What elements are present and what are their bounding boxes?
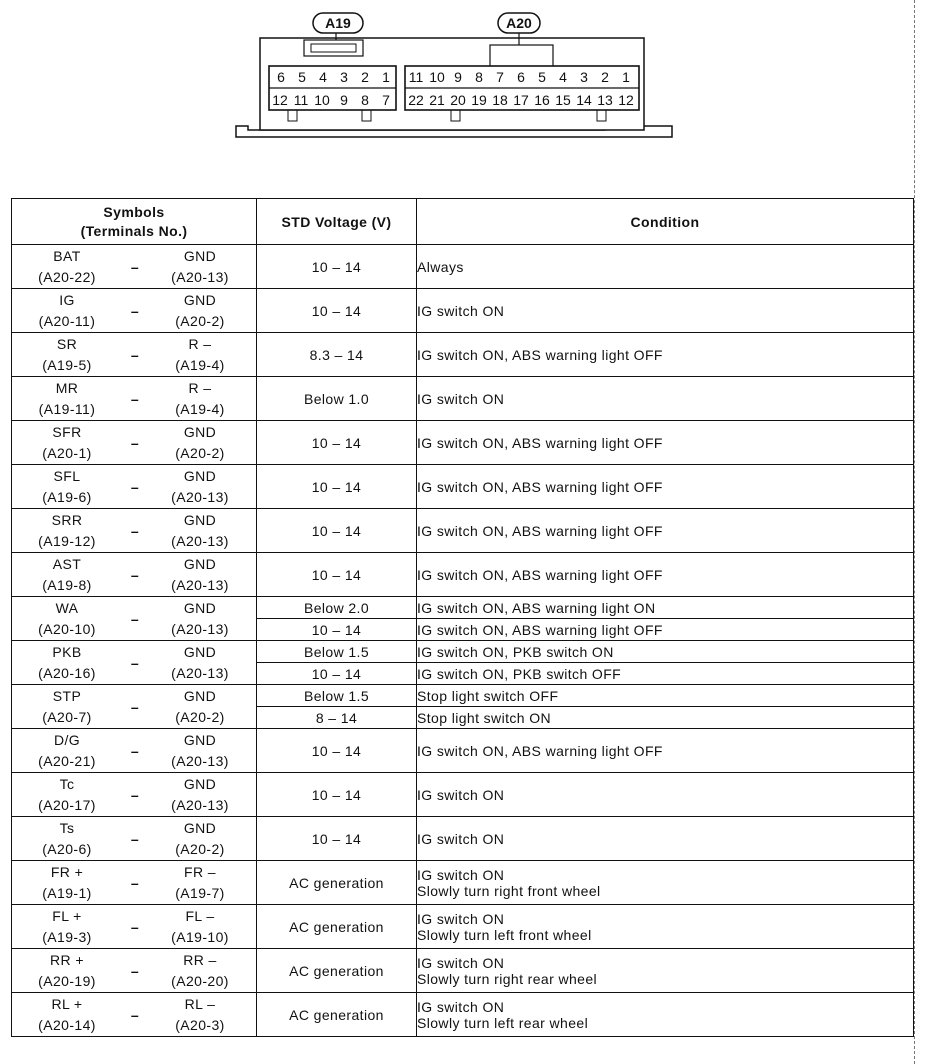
condition-text: IG switch ON, PKB switch OFF [417, 665, 622, 682]
condition-text: IG switch ON, ABS warning light OFF [417, 346, 663, 363]
terminal-number: (A20-2) [175, 840, 225, 857]
condition-cell [417, 685, 914, 707]
terminal-number: (A19-7) [175, 884, 225, 901]
condition-text: IG switch ON [417, 390, 505, 407]
a20-pin: 15 [555, 92, 571, 108]
symbol-cell [12, 773, 257, 817]
terminal-number: (A19-12) [38, 532, 96, 549]
terminal-number: (A20-13) [171, 488, 229, 505]
symbol-cell [12, 597, 257, 641]
terminal-voltage-table [11, 198, 914, 1037]
symbol-name: GND [183, 423, 217, 440]
std-voltage-cell: AC generation [257, 949, 417, 993]
symbol-cell [12, 905, 257, 949]
terminal-number: (A20-11) [38, 312, 96, 329]
symbol-name: RR + [50, 951, 84, 968]
dash-separator: – [130, 830, 140, 847]
page-edge-line [914, 0, 915, 1064]
a19-pin: 11 [293, 92, 309, 108]
condition-cell [417, 707, 914, 729]
a20-pin: 12 [618, 92, 634, 108]
symbol-cell [12, 729, 257, 773]
condition-cell [417, 245, 914, 289]
terminal-number: (A20-16) [38, 664, 96, 681]
condition-text: Stop light switch ON [417, 709, 552, 726]
a19-pin: 4 [319, 69, 327, 85]
condition-cell [417, 377, 914, 421]
std-voltage-cell: AC generation [257, 905, 417, 949]
terminal-number: (A20-13) [171, 576, 229, 593]
symbol-name: D/G [53, 731, 81, 748]
table-row [12, 465, 914, 509]
a19-pin: 8 [361, 92, 369, 108]
symbol-name: R – [188, 379, 212, 396]
condition-text: IG switch ON [417, 910, 505, 927]
dash-separator: – [130, 346, 140, 363]
table-row [12, 509, 914, 553]
symbol-name: GND [183, 599, 217, 616]
a19-pin: 7 [382, 92, 390, 108]
symbol-cell [12, 641, 257, 685]
dash-separator: – [130, 874, 140, 891]
condition-text: IG switch ON, ABS warning light OFF [417, 621, 663, 638]
symbol-name: Tc [59, 775, 75, 792]
dash-separator: – [130, 478, 140, 495]
condition-text: Slowly turn right front wheel [417, 882, 601, 899]
header-std-voltage: STD Voltage (V) [257, 199, 417, 245]
a20-label-badge [498, 13, 540, 33]
symbol-name: FL – [185, 907, 215, 924]
dash-separator: – [130, 390, 140, 407]
terminal-number: (A20-20) [171, 972, 229, 989]
header-symbols-line2: (Terminals No.) [80, 222, 188, 239]
a20-pin: 10 [429, 69, 445, 85]
symbol-name: AST [52, 555, 82, 572]
terminal-number: (A19-5) [42, 356, 92, 373]
symbol-name: WA [55, 599, 79, 616]
a20-pin: 11 [408, 69, 424, 85]
terminal-number: (A20-13) [171, 532, 229, 549]
table-row [12, 245, 914, 289]
symbol-cell [12, 289, 257, 333]
symbol-name: R – [188, 335, 212, 352]
symbol-name: GND [183, 511, 217, 528]
condition-text: IG switch ON [417, 786, 505, 803]
condition-text: IG switch ON, ABS warning light OFF [417, 434, 663, 451]
dash-separator: – [130, 1006, 140, 1023]
table-header-row [12, 199, 914, 245]
a20-latch [490, 45, 553, 67]
std-voltage-cell: 10 – 14 [257, 619, 417, 641]
terminal-number: (A20-10) [38, 620, 96, 637]
a20-pin: 2 [601, 69, 609, 85]
terminal-number: (A19-1) [42, 884, 92, 901]
symbol-name: BAT [53, 247, 81, 264]
symbol-name: SRR [51, 511, 83, 528]
a20-pin: 4 [559, 69, 567, 85]
terminal-number: (A20-21) [38, 752, 96, 769]
a19-pin: 5 [298, 69, 306, 85]
dash-separator: – [130, 258, 140, 275]
table-row [12, 685, 914, 707]
header-symbols-line1: Symbols [103, 203, 165, 220]
terminal-number: (A20-7) [42, 708, 92, 725]
table-row [12, 597, 914, 619]
std-voltage-cell: 10 – 14 [257, 553, 417, 597]
condition-cell [417, 905, 914, 949]
condition-text: IG switch ON [417, 302, 505, 319]
std-voltage-cell: Below 2.0 [257, 597, 417, 619]
a19-label-badge [313, 13, 363, 33]
condition-text: IG switch ON [417, 998, 505, 1015]
std-voltage-cell: Below 1.0 [257, 377, 417, 421]
condition-text: Always [417, 258, 464, 275]
condition-text: IG switch ON [417, 954, 505, 971]
a20-pin: 16 [534, 92, 550, 108]
symbol-name: FR – [184, 863, 216, 880]
table-row [12, 773, 914, 817]
symbol-name: FR + [50, 863, 84, 880]
std-voltage-cell: 10 – 14 [257, 729, 417, 773]
condition-cell [417, 619, 914, 641]
terminal-number: (A20-19) [38, 972, 96, 989]
terminal-number: (A20-17) [38, 796, 96, 813]
condition-text: Slowly turn right rear wheel [417, 970, 598, 987]
a20-pin: 1 [622, 69, 630, 85]
terminal-number: (A19-6) [42, 488, 92, 505]
dash-separator: – [130, 742, 140, 759]
dash-separator: – [130, 522, 140, 539]
std-voltage-cell: AC generation [257, 993, 417, 1037]
symbol-name: SFL [53, 467, 81, 484]
terminal-number: (A20-13) [171, 268, 229, 285]
a20-pin: 17 [513, 92, 529, 108]
condition-cell [417, 509, 914, 553]
terminal-number: (A20-1) [42, 444, 92, 461]
terminal-number: (A20-2) [175, 312, 225, 329]
dash-separator: – [130, 566, 140, 583]
std-voltage-cell: 8.3 – 14 [257, 333, 417, 377]
terminal-number: (A20-22) [38, 268, 96, 285]
terminal-number: (A20-13) [171, 752, 229, 769]
condition-text: IG switch ON, PKB switch ON [417, 643, 614, 660]
a20-pin: 14 [576, 92, 592, 108]
symbol-name: GND [183, 291, 217, 308]
a20-pin: 6 [517, 69, 525, 85]
condition-text: Stop light switch OFF [417, 687, 559, 704]
table-row [12, 377, 914, 421]
header-condition: Condition [417, 199, 914, 245]
dash-separator: – [130, 654, 140, 671]
dash-separator: – [130, 918, 140, 935]
table-row [12, 905, 914, 949]
a20-pin: 8 [475, 69, 483, 85]
std-voltage-cell: Below 1.5 [257, 685, 417, 707]
symbol-name: GND [183, 247, 217, 264]
symbol-name: RL + [51, 995, 83, 1012]
condition-text: Slowly turn left front wheel [417, 926, 592, 943]
std-voltage-cell: 8 – 14 [257, 707, 417, 729]
table-row [12, 641, 914, 663]
a19-label: A19 [325, 15, 351, 31]
a20-pin: 13 [597, 92, 613, 108]
a20-label: A20 [506, 15, 532, 31]
a19-pin: 9 [340, 92, 348, 108]
symbol-cell [12, 509, 257, 553]
condition-cell [417, 597, 914, 619]
symbol-cell [12, 817, 257, 861]
a20-pin: 5 [538, 69, 546, 85]
terminal-number: (A20-2) [175, 708, 225, 725]
a19-pin: 10 [314, 92, 330, 108]
std-voltage-cell: 10 – 14 [257, 245, 417, 289]
a20-pin: 20 [450, 92, 466, 108]
a19-pin: 3 [340, 69, 348, 85]
symbol-cell [12, 685, 257, 729]
symbol-name: RL – [184, 995, 216, 1012]
std-voltage-cell: 10 – 14 [257, 773, 417, 817]
condition-cell [417, 663, 914, 685]
symbol-name: FL + [52, 907, 82, 924]
symbol-cell [12, 377, 257, 421]
terminal-number: (A19-11) [38, 400, 96, 417]
terminal-number: (A20-13) [171, 620, 229, 637]
condition-cell [417, 333, 914, 377]
terminal-number: (A19-8) [42, 576, 92, 593]
condition-cell [417, 993, 914, 1037]
std-voltage-cell: 10 – 14 [257, 421, 417, 465]
symbol-name: IG [59, 291, 75, 308]
table-row [12, 333, 914, 377]
condition-cell [417, 729, 914, 773]
condition-text: IG switch ON, ABS warning light OFF [417, 566, 663, 583]
a20-pin: 18 [492, 92, 508, 108]
table-row [12, 729, 914, 773]
symbol-name: GND [183, 819, 217, 836]
condition-text: IG switch ON, ABS warning light ON [417, 599, 656, 616]
dash-separator: – [130, 698, 140, 715]
symbol-cell [12, 993, 257, 1037]
a20-pin: 22 [408, 92, 424, 108]
condition-cell [417, 773, 914, 817]
symbol-cell [12, 421, 257, 465]
symbol-name: GND [183, 467, 217, 484]
a20-pin: 7 [496, 69, 504, 85]
header-symbols [12, 199, 257, 245]
symbol-cell [12, 861, 257, 905]
symbol-name: Ts [59, 819, 75, 836]
condition-cell [417, 421, 914, 465]
symbol-cell [12, 553, 257, 597]
a19-latch [304, 40, 363, 56]
terminal-number: (A19-3) [42, 928, 92, 945]
condition-cell [417, 289, 914, 333]
table-row [12, 949, 914, 993]
terminal-number: (A20-3) [175, 1016, 225, 1033]
std-voltage-cell: 10 – 14 [257, 509, 417, 553]
table-row [12, 553, 914, 597]
symbol-name: GND [183, 775, 217, 792]
table-row [12, 861, 914, 905]
dash-separator: – [130, 962, 140, 979]
symbol-name: SR [56, 335, 78, 352]
condition-text: IG switch ON [417, 866, 505, 883]
symbol-cell [12, 949, 257, 993]
symbol-name: RR – [183, 951, 217, 968]
symbol-name: GND [183, 555, 217, 572]
table-row [12, 289, 914, 333]
a19-pin: 12 [272, 92, 288, 108]
dash-separator: – [130, 610, 140, 627]
table-row [12, 421, 914, 465]
connector-diagram [0, 0, 928, 190]
a19-pin: 2 [361, 69, 369, 85]
terminal-number: (A20-14) [38, 1016, 96, 1033]
symbol-cell [12, 245, 257, 289]
symbol-name: SFR [52, 423, 82, 440]
symbol-name: MR [55, 379, 79, 396]
std-voltage-cell: 10 – 14 [257, 817, 417, 861]
condition-cell [417, 861, 914, 905]
condition-cell [417, 641, 914, 663]
terminal-number: (A19-4) [175, 356, 225, 373]
condition-cell [417, 465, 914, 509]
condition-text: IG switch ON, ABS warning light OFF [417, 478, 663, 495]
table-row [12, 817, 914, 861]
std-voltage-cell: 10 – 14 [257, 465, 417, 509]
a19-pin: 6 [277, 69, 285, 85]
terminal-number: (A19-4) [175, 400, 225, 417]
a19-pin: 1 [382, 69, 390, 85]
terminal-number: (A20-13) [171, 796, 229, 813]
terminal-number: (A19-10) [171, 928, 229, 945]
std-voltage-cell: 10 – 14 [257, 663, 417, 685]
a20-pin: 9 [454, 69, 462, 85]
condition-cell [417, 949, 914, 993]
dash-separator: – [130, 786, 140, 803]
std-voltage-cell: AC generation [257, 861, 417, 905]
symbol-name: GND [183, 643, 217, 660]
table-row [12, 993, 914, 1037]
dash-separator: – [130, 302, 140, 319]
symbol-name: GND [183, 731, 217, 748]
symbol-name: PKB [52, 643, 82, 660]
terminal-number: (A20-13) [171, 664, 229, 681]
std-voltage-cell: 10 – 14 [257, 289, 417, 333]
condition-text: IG switch ON, ABS warning light OFF [417, 522, 663, 539]
condition-cell [417, 817, 914, 861]
terminal-number: (A20-2) [175, 444, 225, 461]
condition-cell [417, 553, 914, 597]
symbol-name: STP [52, 687, 82, 704]
a20-pin: 21 [429, 92, 445, 108]
a20-pin: 19 [471, 92, 487, 108]
dash-separator: – [130, 434, 140, 451]
a20-pin: 3 [580, 69, 588, 85]
terminal-number: (A20-6) [42, 840, 92, 857]
symbol-name: GND [183, 687, 217, 704]
symbol-cell [12, 465, 257, 509]
condition-text: IG switch ON, ABS warning light OFF [417, 742, 663, 759]
std-voltage-cell: Below 1.5 [257, 641, 417, 663]
condition-text: IG switch ON [417, 830, 505, 847]
condition-text: Slowly turn left rear wheel [417, 1014, 589, 1031]
symbol-cell [12, 333, 257, 377]
